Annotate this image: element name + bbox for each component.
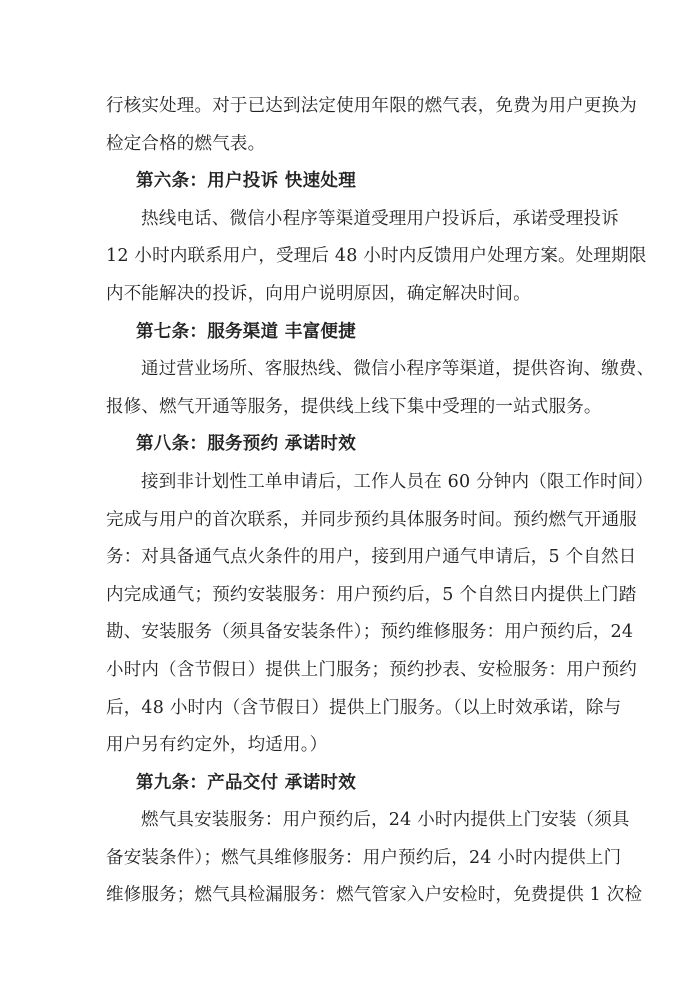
- paragraph-line: 热线电话、微信小程序等渠道受理用户投诉后，承诺受理投诉: [141, 208, 619, 229]
- paragraph-line: 通过营业场所、客服热线、微信小程序等渠道，提供咨询、缴费、: [141, 359, 655, 380]
- paragraph-line: 后，48 小时内（含节假日）提供上门服务。（以上时效承诺，除与: [106, 697, 622, 718]
- paragraph-line: 检定合格的燃气表。: [106, 133, 266, 154]
- article-heading: 第八条：服务预约 承诺时效: [136, 434, 356, 455]
- paragraph-line: 小时内（含节假日）提供上门服务；预约抄表、安检服务：用户预约: [106, 659, 637, 680]
- paragraph-line: 行核实处理。对于已达到法定使用年限的燃气表，免费为用户更换为: [106, 96, 637, 116]
- paragraph-line: 维修服务；燃气具检漏服务：燃气管家入户安检时，免费提供 1 次检: [106, 885, 643, 906]
- paragraph-line: 12 小时内联系用户，受理后 48 小时内反馈用户处理方案。处理期限: [106, 246, 647, 267]
- article-heading: 第七条：服务渠道 丰富便捷: [136, 321, 356, 342]
- paragraph-line: 内完成通气；预约安装服务：用户预约后，5 个自然日内提供上门踏: [106, 584, 637, 605]
- paragraph-line: 燃气具安装服务：用户预约后，24 小时内提供上门安装（须具: [141, 810, 630, 831]
- paragraph-line: 内不能解决的投诉，向用户说明原因，确定解决时间。: [106, 283, 531, 304]
- article-heading: 第九条：产品交付 承诺时效: [136, 772, 356, 793]
- paragraph-line: 勘、安装服务（须具备安装条件）；预约维修服务：用户预约后，24: [106, 622, 634, 643]
- article-heading: 第六条：用户投诉 快速处理: [136, 171, 356, 192]
- paragraph-line: 接到非计划性工单申请后，工作人员在 60 分钟内（限工作时间）: [141, 471, 654, 492]
- paragraph-line: 备安装条件）；燃气具维修服务：用户预约后，24 小时内提供上门: [106, 847, 622, 868]
- paragraph-line: 完成与用户的首次联系，并同步预约具体服务时间。预约燃气开通服: [106, 509, 637, 530]
- paragraph-line: 用户另有约定外，均适用。）: [106, 735, 328, 756]
- paragraph-line: 务：对具备通气点火条件的用户，接到用户通气申请后，5 个自然日: [106, 547, 637, 568]
- paragraph-line: 报修、燃气开通等服务，提供线上线下集中受理的一站式服务。: [106, 396, 602, 417]
